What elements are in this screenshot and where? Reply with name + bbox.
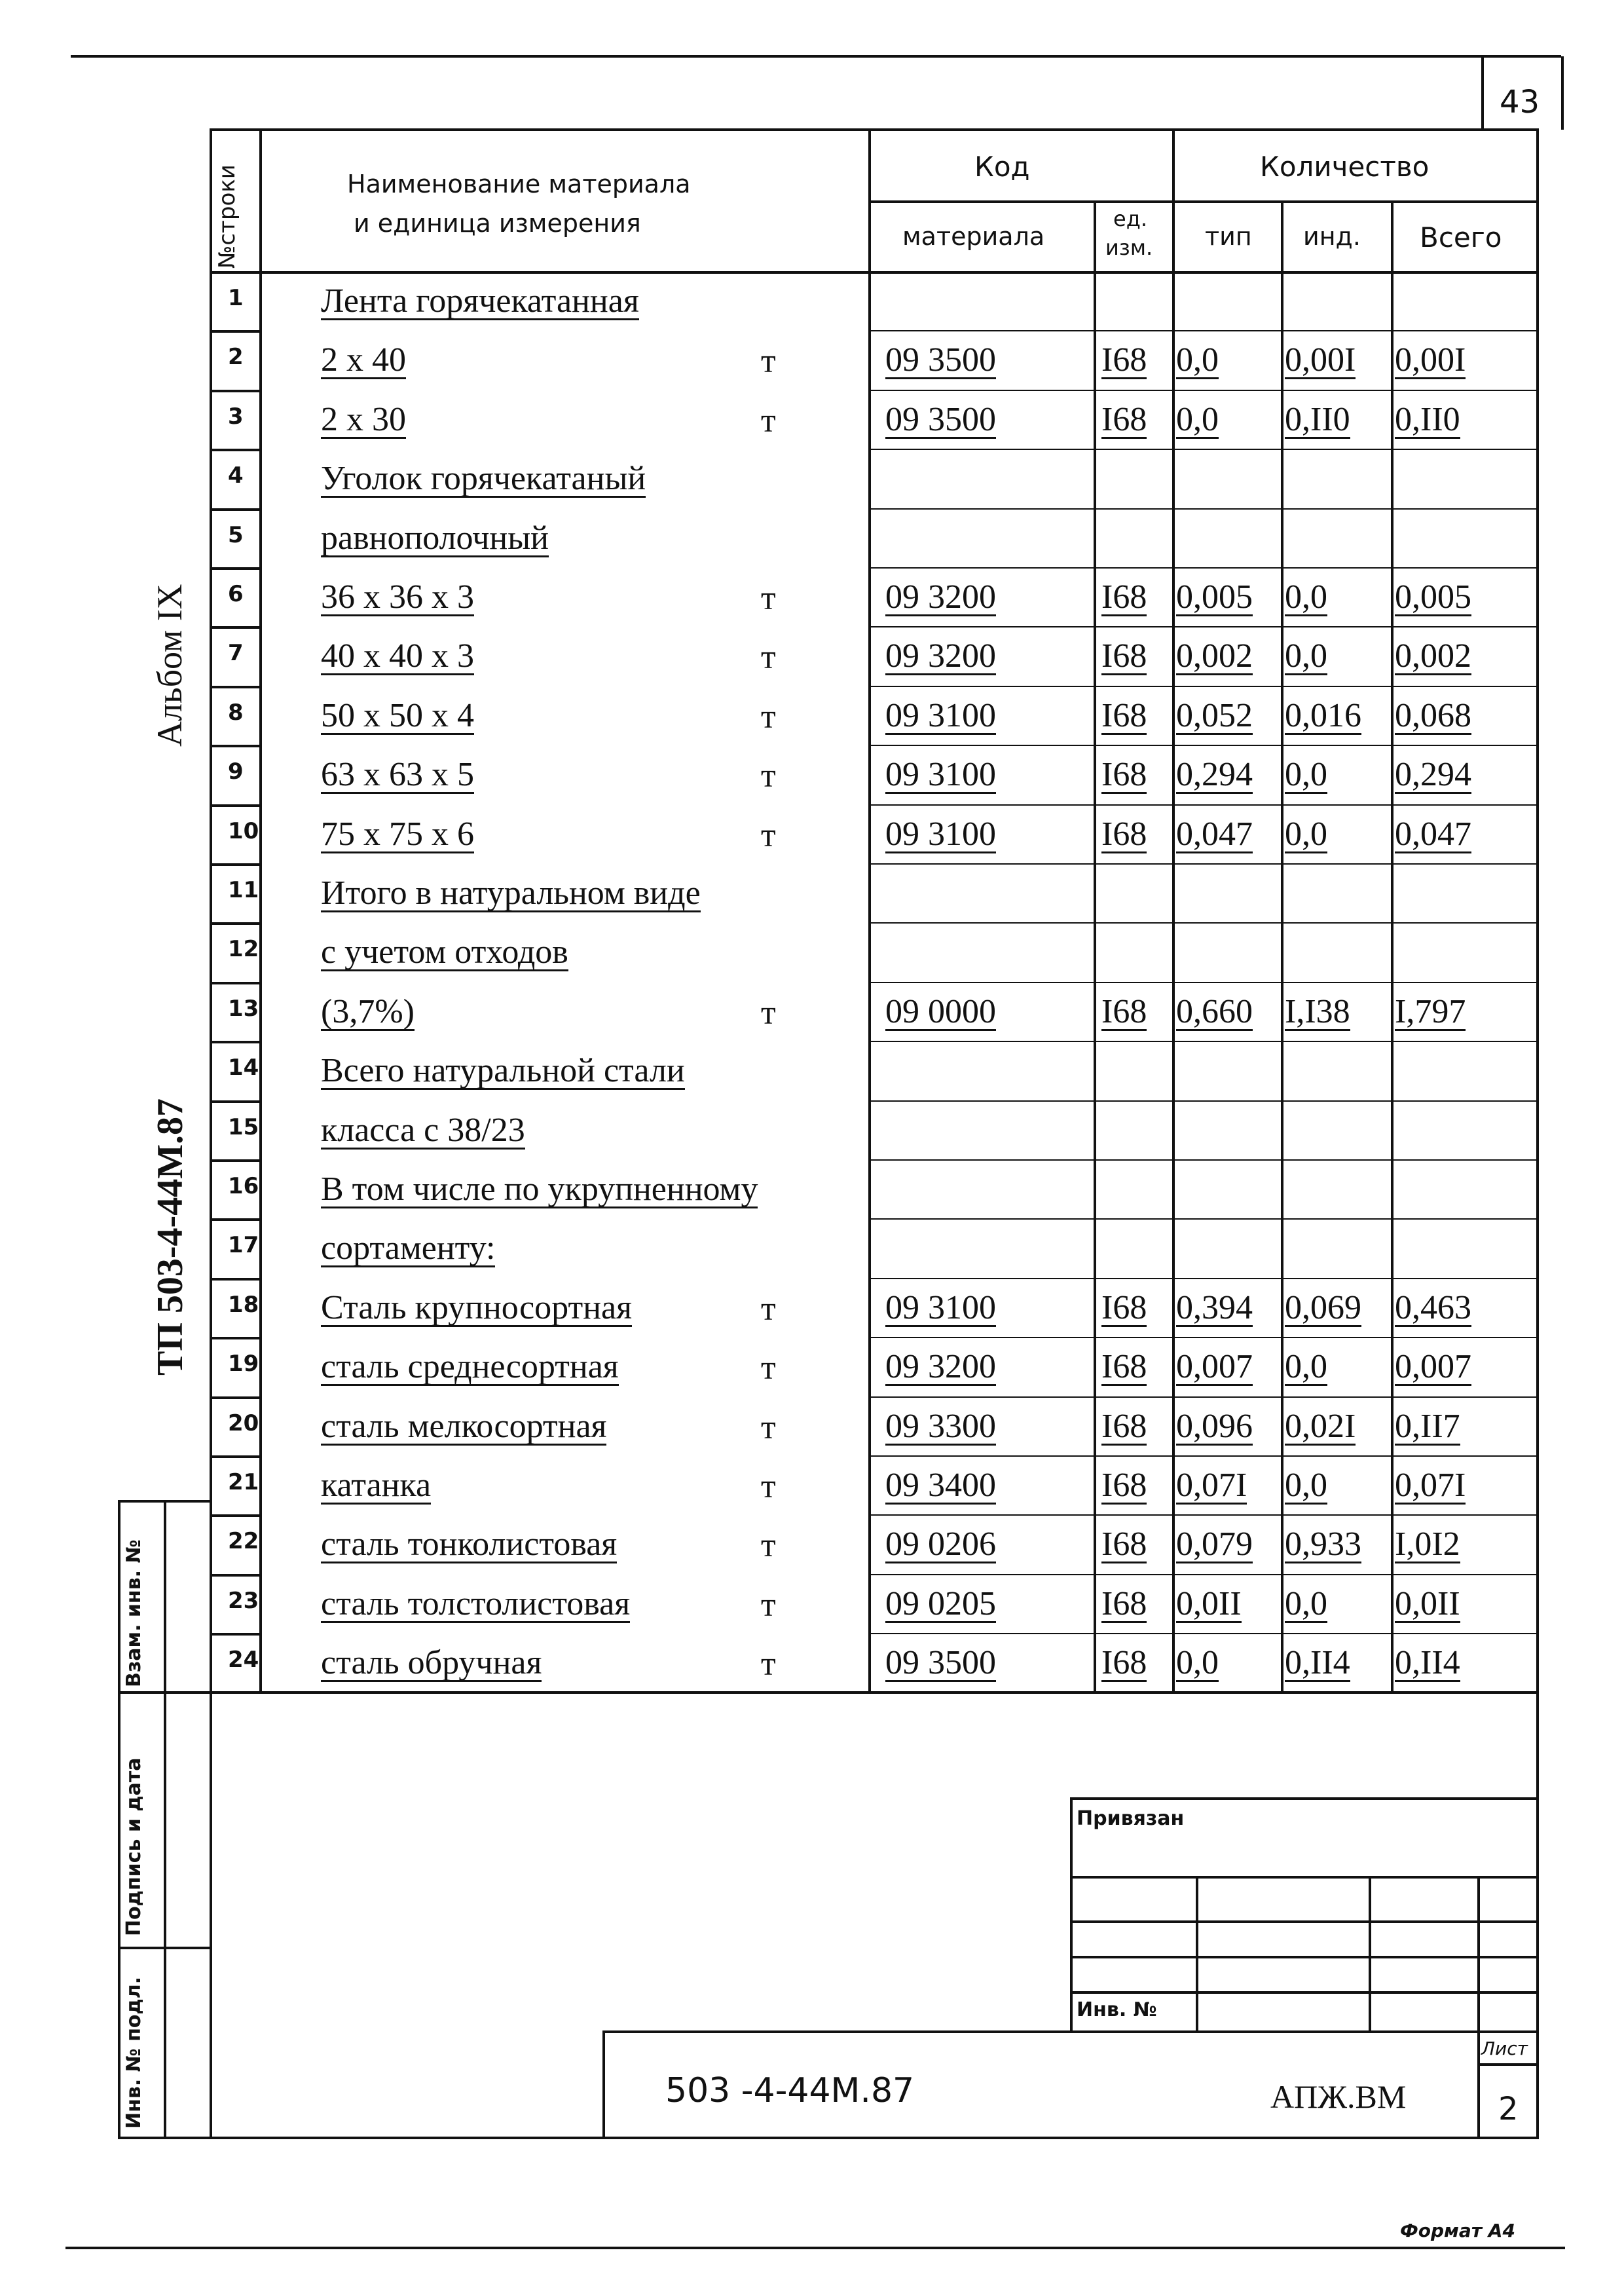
unit-code: I68 bbox=[1101, 992, 1147, 1030]
material-name: сталь обручная bbox=[321, 1644, 542, 1682]
material-name: катанка bbox=[321, 1467, 432, 1504]
material-name: сталь мелкосортная bbox=[321, 1407, 607, 1445]
unit: т bbox=[761, 1408, 776, 1446]
unit-code: I68 bbox=[1101, 1348, 1147, 1386]
qty-total: 0,294 bbox=[1395, 756, 1471, 794]
material-code: 09 3200 bbox=[885, 578, 996, 616]
qty-ind: 0,0 bbox=[1285, 1348, 1327, 1386]
qty-total: 0,07I bbox=[1395, 1467, 1466, 1504]
material-name: Сталь крупносортная bbox=[321, 1288, 633, 1326]
unit-code: I68 bbox=[1101, 1644, 1147, 1682]
header-code: Код bbox=[974, 151, 1030, 183]
qty-total: 0,0II bbox=[1395, 1584, 1460, 1622]
unit-code: I68 bbox=[1101, 400, 1147, 438]
qty-ind: 0,0 bbox=[1285, 756, 1327, 794]
qty-typ: 0,005 bbox=[1176, 578, 1253, 616]
row-number: 14 bbox=[228, 1055, 259, 1081]
row-number: 8 bbox=[228, 699, 244, 726]
material-name: 2 x 40 bbox=[321, 341, 406, 379]
qty-total: 0,068 bbox=[1395, 696, 1471, 734]
stamp-privyazan: Привязан bbox=[1077, 1807, 1185, 1830]
material-name: равнополочный bbox=[321, 519, 549, 557]
row-number: 6 bbox=[228, 581, 244, 607]
stamp-inv-no: Инв. № bbox=[1077, 1998, 1157, 2021]
header-name-line1: Наименование материала bbox=[347, 170, 691, 198]
row-number: 4 bbox=[228, 462, 244, 489]
unit-code: I68 bbox=[1101, 696, 1147, 734]
row-number: 7 bbox=[228, 640, 244, 667]
material-name: 2 x 30 bbox=[321, 400, 406, 438]
unit: т bbox=[761, 698, 776, 736]
header-ind: инд. bbox=[1303, 222, 1361, 251]
row-number: 24 bbox=[228, 1647, 259, 1674]
inv-podl-label: Инв. № подл. bbox=[122, 1976, 145, 2129]
row-number: 2 bbox=[228, 344, 244, 371]
unit-code: I68 bbox=[1101, 1407, 1147, 1445]
qty-typ: 0,002 bbox=[1176, 637, 1253, 675]
qty-ind: 0,0 bbox=[1285, 637, 1327, 675]
unit: т bbox=[761, 1349, 776, 1387]
row-number: 3 bbox=[228, 403, 244, 430]
qty-typ: 0,07I bbox=[1176, 1467, 1247, 1504]
unit: т bbox=[761, 757, 776, 795]
material-name: (3,7%) bbox=[321, 992, 415, 1030]
qty-ind: 0,00I bbox=[1285, 341, 1356, 379]
unit-code: I68 bbox=[1101, 578, 1147, 616]
unit: т bbox=[761, 994, 776, 1032]
unit: т bbox=[761, 1527, 776, 1565]
unit-code: I68 bbox=[1101, 1288, 1147, 1326]
podpis-label: Подпись и дата bbox=[122, 1757, 145, 1936]
stamp-sheet-label: Лист bbox=[1481, 2038, 1528, 2059]
row-number: 17 bbox=[228, 1232, 259, 1259]
header-quantity: Количество bbox=[1260, 151, 1430, 183]
qty-typ: 0,0 bbox=[1176, 400, 1219, 438]
header-name-line2: и единица измерения bbox=[354, 209, 641, 238]
unit: т bbox=[761, 580, 776, 617]
material-name: 50 x 50 x 4 bbox=[321, 696, 474, 734]
qty-ind: 0,016 bbox=[1285, 696, 1361, 734]
material-name: Лента горячекатанная bbox=[321, 282, 639, 320]
qty-ind: 0,0 bbox=[1285, 578, 1327, 616]
top-border bbox=[71, 55, 1561, 58]
qty-total: 0,047 bbox=[1395, 815, 1471, 853]
row-number: 19 bbox=[228, 1351, 259, 1377]
material-name: Итого в натуральном виде bbox=[321, 874, 701, 912]
material-name: Всего натуральной стали bbox=[321, 1052, 685, 1090]
header-material: материала bbox=[902, 222, 1045, 251]
header-row-no: №строки bbox=[214, 164, 240, 269]
qty-ind: 0,II0 bbox=[1285, 400, 1350, 438]
unit: т bbox=[761, 639, 776, 677]
qty-typ: 0,0 bbox=[1176, 1644, 1219, 1682]
qty-total: 0,007 bbox=[1395, 1348, 1471, 1386]
unit-code: I68 bbox=[1101, 815, 1147, 853]
qty-ind: 0,II4 bbox=[1285, 1644, 1350, 1682]
qty-ind: 0,0 bbox=[1285, 815, 1327, 853]
unit: т bbox=[761, 343, 776, 381]
qty-ind: 0,069 bbox=[1285, 1288, 1361, 1326]
material-code: 09 3300 bbox=[885, 1407, 996, 1445]
material-code: 09 3200 bbox=[885, 1348, 996, 1386]
stamp-sheet-no: 2 bbox=[1498, 2091, 1519, 2127]
material-code: 09 0205 bbox=[885, 1584, 996, 1622]
qty-total: 0,II0 bbox=[1395, 400, 1460, 438]
qty-ind: 0,0 bbox=[1285, 1584, 1327, 1622]
qty-typ: 0,294 bbox=[1176, 756, 1253, 794]
qty-ind: I,I38 bbox=[1285, 992, 1350, 1030]
unit: т bbox=[761, 1586, 776, 1624]
row-number: 9 bbox=[228, 758, 244, 785]
material-name: 63 x 63 x 5 bbox=[321, 756, 474, 794]
row-number: 10 bbox=[228, 817, 259, 844]
material-code: 09 0206 bbox=[885, 1525, 996, 1563]
material-name: В том числе по укрупненному bbox=[321, 1170, 758, 1208]
qty-typ: 0,079 bbox=[1176, 1525, 1253, 1563]
page-num-box-left bbox=[1481, 56, 1484, 130]
qty-ind: 0,02I bbox=[1285, 1407, 1356, 1445]
header-total: Всего bbox=[1420, 221, 1502, 253]
side-album-label: Альбом IX bbox=[150, 584, 189, 747]
qty-typ: 0,0 bbox=[1176, 341, 1219, 379]
unit: т bbox=[761, 1468, 776, 1505]
unit: т bbox=[761, 1645, 776, 1683]
material-code: 09 3500 bbox=[885, 1644, 996, 1682]
qty-total: 0,002 bbox=[1395, 637, 1471, 675]
stamp-doc-type: АПЖ.ВМ bbox=[1270, 2078, 1407, 2115]
material-name: 75 x 75 x 6 bbox=[321, 815, 474, 853]
qty-typ: 0,0II bbox=[1176, 1584, 1242, 1622]
row-number: 11 bbox=[228, 877, 259, 903]
material-code: 09 3100 bbox=[885, 815, 996, 853]
unit-code: I68 bbox=[1101, 637, 1147, 675]
header-unit-line1: ед. bbox=[1113, 206, 1147, 231]
row-number: 1 bbox=[228, 285, 244, 311]
unit: т bbox=[761, 402, 776, 440]
row-number: 15 bbox=[228, 1113, 259, 1140]
qty-typ: 0,394 bbox=[1176, 1288, 1253, 1326]
row-number: 16 bbox=[228, 1173, 259, 1199]
unit-code: I68 bbox=[1101, 1467, 1147, 1504]
material-name: 36 x 36 x 3 bbox=[321, 578, 474, 616]
row-number: 22 bbox=[228, 1528, 259, 1555]
material-code: 09 0000 bbox=[885, 992, 996, 1030]
qty-typ: 0,052 bbox=[1176, 696, 1253, 734]
qty-total: I,797 bbox=[1395, 992, 1466, 1030]
qty-total: 0,II7 bbox=[1395, 1407, 1460, 1445]
qty-total: 0,463 bbox=[1395, 1288, 1471, 1326]
material-code: 09 3100 bbox=[885, 1288, 996, 1326]
material-name: сталь среднесортная bbox=[321, 1348, 619, 1386]
qty-total: 0,II4 bbox=[1395, 1644, 1460, 1682]
material-name: сортаменту: bbox=[321, 1229, 496, 1267]
header-typ: тип bbox=[1205, 222, 1252, 251]
row-number: 18 bbox=[228, 1291, 259, 1318]
unit-code: I68 bbox=[1101, 1584, 1147, 1622]
unit: т bbox=[761, 1290, 776, 1328]
material-code: 09 3500 bbox=[885, 400, 996, 438]
unit-code: I68 bbox=[1101, 341, 1147, 379]
format-label: Формат А4 bbox=[1400, 2220, 1515, 2241]
page-num-box-right bbox=[1561, 56, 1564, 130]
material-code: 09 3500 bbox=[885, 341, 996, 379]
qty-typ: 0,007 bbox=[1176, 1348, 1253, 1386]
row-number: 23 bbox=[228, 1587, 259, 1614]
page-number: 43 bbox=[1500, 84, 1540, 121]
unit-code: I68 bbox=[1101, 756, 1147, 794]
material-name: сталь толстолистовая bbox=[321, 1584, 631, 1622]
qty-ind: 0,0 bbox=[1285, 1467, 1327, 1504]
qty-total: 0,00I bbox=[1395, 341, 1466, 379]
qty-typ: 0,096 bbox=[1176, 1407, 1253, 1445]
row-number: 13 bbox=[228, 995, 259, 1022]
row-number: 5 bbox=[228, 521, 244, 548]
qty-typ: 0,660 bbox=[1176, 992, 1253, 1030]
material-name: класса с 38/23 bbox=[321, 1111, 525, 1149]
material-code: 09 3100 bbox=[885, 696, 996, 734]
vzam-inv-label: Взам. инв. № bbox=[122, 1539, 145, 1687]
unit: т bbox=[761, 816, 776, 854]
material-code: 09 3100 bbox=[885, 756, 996, 794]
material-name: Уголок горячекатаный bbox=[321, 460, 646, 498]
row-number: 12 bbox=[228, 936, 259, 963]
bottom-border bbox=[65, 2247, 1565, 2249]
qty-total: I,0I2 bbox=[1395, 1525, 1460, 1563]
material-name: с учетом отходов bbox=[321, 933, 568, 971]
qty-typ: 0,047 bbox=[1176, 815, 1253, 853]
header-unit-line2: изм. bbox=[1105, 235, 1153, 260]
unit-code: I68 bbox=[1101, 1525, 1147, 1563]
row-number: 20 bbox=[228, 1410, 259, 1436]
row-number: 21 bbox=[228, 1469, 259, 1495]
material-name: 40 x 40 x 3 bbox=[321, 637, 474, 675]
material-code: 09 3400 bbox=[885, 1467, 996, 1504]
side-doc-label: ТП 503-4-44М.87 bbox=[150, 1098, 191, 1375]
qty-total: 0,005 bbox=[1395, 578, 1471, 616]
material-code: 09 3200 bbox=[885, 637, 996, 675]
stamp-doc-code: 503 -4-44М.87 bbox=[665, 2071, 915, 2110]
qty-ind: 0,933 bbox=[1285, 1525, 1361, 1563]
material-name: сталь тонколистовая bbox=[321, 1525, 618, 1563]
